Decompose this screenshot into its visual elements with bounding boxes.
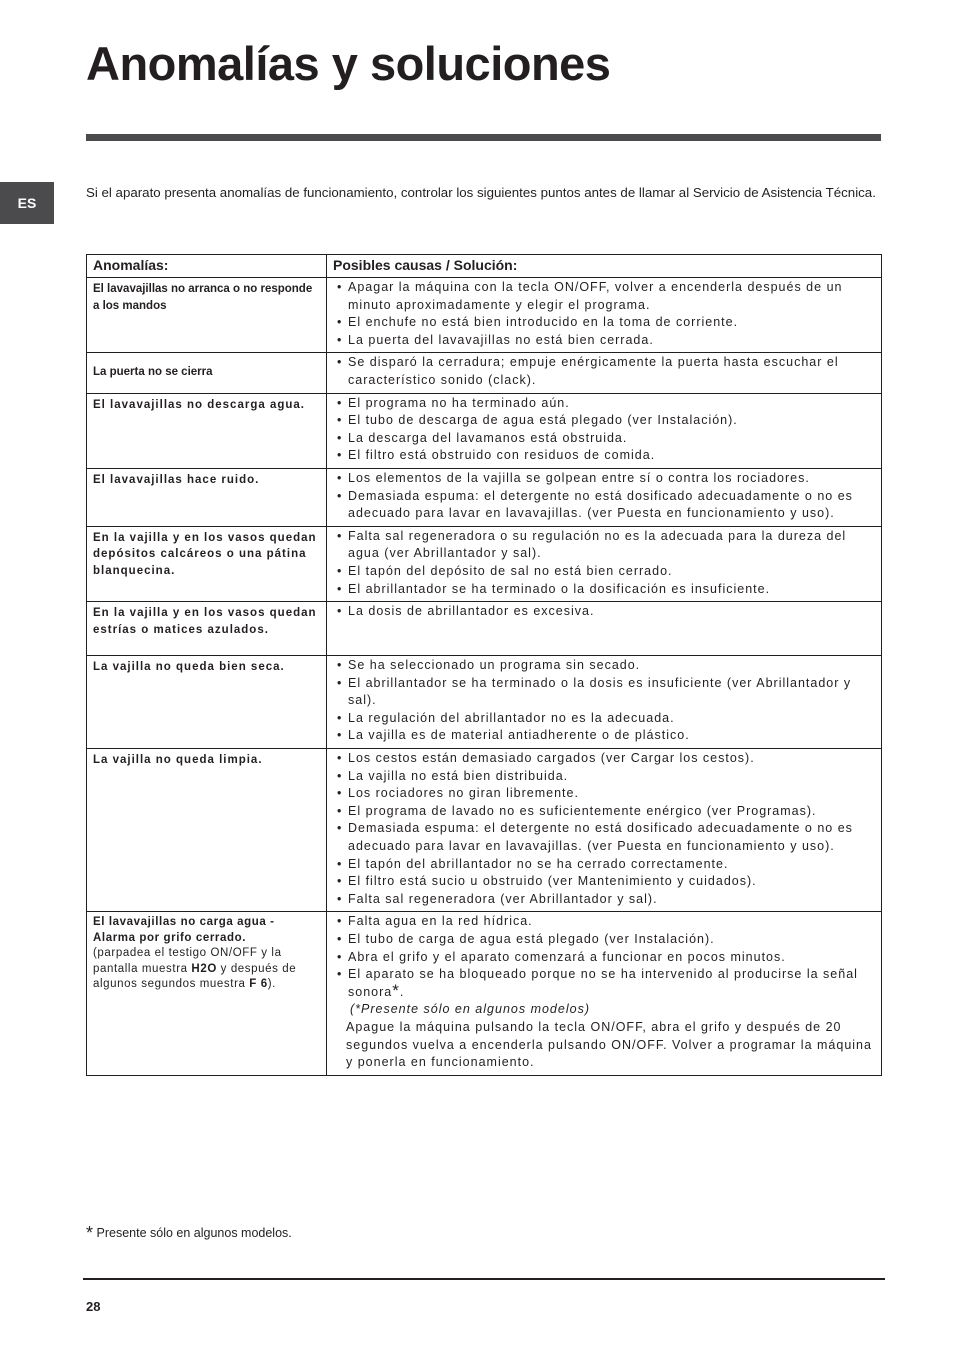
anomaly-cell: La vajilla no queda bien seca. bbox=[87, 656, 327, 749]
cause-item bbox=[333, 966, 875, 1001]
cause-item: • El programa de lavado no es suficientemente enérgico (ver Programas). bbox=[333, 803, 875, 821]
anomaly-cell: El lavavajillas no arranca o no responde a los mandos bbox=[87, 278, 327, 353]
cause-item: • Apagar la máquina con la tecla ON/OFF, volver a encenderla después de un minuto aproximadamente y elegir el programa. bbox=[333, 279, 875, 314]
cause-item: • Se disparó la cerradura; empuje enérgicamente la puerta hasta escuchar el característico sonido (clack). bbox=[333, 354, 875, 389]
cause-item: • La vajilla no está bien distribuida. bbox=[333, 768, 875, 786]
footnote-text: Presente sólo en algunos modelos. bbox=[96, 1226, 292, 1240]
footnote bbox=[86, 1223, 292, 1244]
anomaly-cell: En la vajilla y en los vasos quedan depósitos calcáreos o una pátina blanquecina. bbox=[87, 526, 327, 601]
cause-item: • Los cestos están demasiado cargados (ver Cargar los cestos). bbox=[333, 750, 875, 768]
page-title: Anomalías y soluciones bbox=[86, 37, 611, 90]
table-header-row bbox=[87, 255, 882, 278]
causes-list bbox=[333, 603, 875, 621]
troubleshooting-table bbox=[86, 254, 882, 1076]
anomaly-cell: La vajilla no queda limpia. bbox=[87, 749, 327, 912]
reset-instruction: Apague la máquina pulsando la tecla ON/OFF, abra el grifo y después de 20 segundos vuelva a encenderla pulsando ON/OFF. Volver a programar la máquina y ponerla en funcionamiento. bbox=[346, 1019, 872, 1070]
cause-item: • El tapón del abrillantador no se ha cerrado correctamente. bbox=[333, 856, 875, 874]
cause-item: • Falta sal regeneradora (ver Abrillantador y sal). bbox=[333, 891, 875, 909]
intro-paragraph: Si el aparato presenta anomalías de funcionamiento, controlar los siguientes puntos antes de llamar al Servicio de Asistencia Técnica. bbox=[86, 185, 876, 200]
anomaly-cell: El lavavajillas hace ruido. bbox=[87, 468, 327, 526]
model-note: (*Presente sólo en algunos modelos) bbox=[350, 1002, 590, 1017]
anomaly-cell: En la vajilla y en los vasos quedan estrías o matices azulados. bbox=[87, 602, 327, 656]
table-row bbox=[87, 526, 882, 601]
causes-list bbox=[333, 913, 875, 1001]
cause-item: • La regulación del abrillantador no es la adecuada. bbox=[333, 710, 875, 728]
table-row bbox=[87, 656, 882, 749]
causes-list bbox=[333, 279, 875, 349]
table-row bbox=[87, 353, 882, 393]
cause-item: • La dosis de abrillantador es excesiva. bbox=[333, 603, 875, 621]
anomaly-cell bbox=[87, 912, 327, 1075]
cause-item: • El filtro está sucio u obstruido (ver Mantenimiento y cuidados). bbox=[333, 873, 875, 891]
cause-item: • La descarga del lavamanos está obstruida. bbox=[333, 430, 875, 448]
page-number: 28 bbox=[86, 1299, 101, 1314]
table-row bbox=[87, 602, 882, 656]
table-row bbox=[87, 468, 882, 526]
causes-list bbox=[333, 750, 875, 908]
cause-item: • El tapón del depósito de sal no está bien cerrado. bbox=[333, 563, 875, 581]
table-row bbox=[87, 393, 882, 468]
anomaly-title: El lavavajillas no carga agua - Alarma por grifo cerrado. bbox=[93, 916, 275, 944]
anomaly-detail: (parpadea el testigo ON/OFF y la pantalla muestra bbox=[93, 947, 282, 975]
cause-item: • Los rociadores no giran libremente. bbox=[333, 785, 875, 803]
causes-list bbox=[333, 528, 875, 598]
cause-item: • Demasiada espuma: el detergente no está dosificado adecuadamente o no es adecuado para lavar en lavavajillas. (ver Puesta en funcionamiento y uso). bbox=[333, 488, 875, 523]
cause-item: • La vajilla es de material antiadherente o de plástico. bbox=[333, 727, 875, 745]
table-row bbox=[87, 278, 882, 353]
anomaly-cell: El lavavajillas no descarga agua. bbox=[87, 393, 327, 468]
header-causes: Posibles causas / Solución: bbox=[327, 255, 882, 278]
cause-item: • La puerta del lavavajillas no está bien cerrada. bbox=[333, 332, 875, 350]
cause-item: • Falta sal regeneradora o su regulación no es la adecuada para la dureza del agua (ver Abrillantador y sal). bbox=[333, 528, 875, 563]
cause-item: • Los elementos de la vajilla se golpean entre sí o contra los rociadores. bbox=[333, 470, 875, 488]
causes-list bbox=[333, 395, 875, 465]
cause-item: • El tubo de carga de agua está plegado (ver Instalación). bbox=[333, 931, 875, 949]
cause-end: . bbox=[399, 984, 405, 999]
cause-item: • Falta agua en la red hídrica. bbox=[333, 913, 875, 931]
causes-list bbox=[333, 354, 875, 389]
cause-item: • El filtro está obstruido con residuos de comida. bbox=[333, 447, 875, 465]
asterisk-marker: * bbox=[392, 980, 400, 1000]
cause-item: • Abra el grifo y el aparato comenzará a funcionar en pocos minutos. bbox=[333, 949, 875, 967]
cause-text: El aparato se ha bloqueado porque no se ha intervenido al producirse la señal sonora bbox=[348, 967, 858, 999]
cause-item: • El abrillantador se ha terminado o la dosis es insuficiente (ver Abrillantador y sal). bbox=[333, 675, 875, 710]
display-code-h2o: H2O bbox=[191, 962, 217, 975]
cause-item: • El enchufe no está bien introducido en la toma de corriente. bbox=[333, 314, 875, 332]
footer-divider bbox=[83, 1278, 885, 1280]
causes-list bbox=[333, 657, 875, 745]
table-row bbox=[87, 749, 882, 912]
anomaly-cell: La puerta no se cierra bbox=[87, 353, 327, 393]
anomaly-detail: ). bbox=[267, 978, 276, 991]
cause-item: • El programa no ha terminado aún. bbox=[333, 395, 875, 413]
language-tab: ES bbox=[0, 182, 54, 224]
header-anomalies: Anomalías: bbox=[87, 255, 327, 278]
causes-list bbox=[333, 470, 875, 523]
title-divider bbox=[86, 134, 881, 141]
table-row bbox=[87, 912, 882, 1075]
anomaly-detail: y después de algunos segundos muestra bbox=[93, 962, 297, 991]
cause-item: • El abrillantador se ha terminado o la dosificación es insuficiente. bbox=[333, 581, 875, 599]
cause-item: • El tubo de descarga de agua está plegado (ver Instalación). bbox=[333, 412, 875, 430]
display-code-f6: F 6 bbox=[249, 978, 268, 991]
cause-item: • Se ha seleccionado un programa sin secado. bbox=[333, 657, 875, 675]
cause-item: • Demasiada espuma: el detergente no está dosificado adecuadamente o no es adecuado para lavar en lavavajillas. (ver Puesta en funcionamiento y uso). bbox=[333, 820, 875, 855]
footnote-asterisk: * bbox=[86, 1223, 94, 1243]
